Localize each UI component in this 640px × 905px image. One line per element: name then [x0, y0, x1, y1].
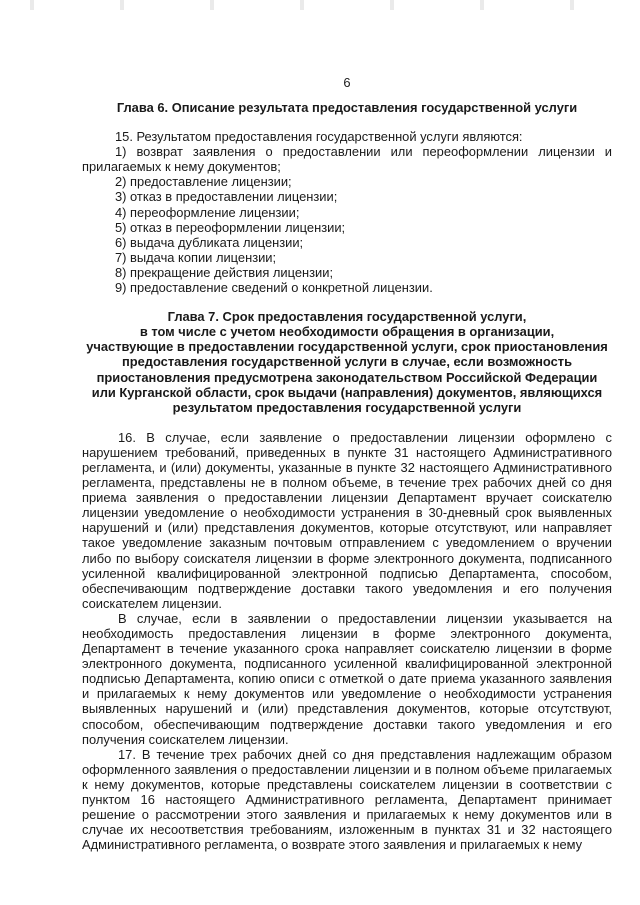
chapter-7-heading-line: приостановления предусмотрена законодательством Российской Федерации [96, 369, 598, 385]
list-item: 7) выдача копии лицензии; [115, 249, 277, 265]
chapter-7-heading-line: участвующие в предоставлении государственной услуги, срок приостановления [86, 339, 608, 355]
scan-artifact-strip [0, 0, 640, 10]
chapter-7-heading-line: предоставления государственной услуги в случае, если возможность [121, 354, 573, 370]
list-item: 4) переоформление лицензии; [115, 204, 300, 220]
paragraph-17: 17. В течение трех рабочих дней со дня представления надлежащим образом оформленного заявления о предоставлении лицензии и в полном объеме прилагаемых к нему документов, которые представлены соискателем лицензии в соответствии с пунктом 16 настоящего Административного регламента, Департамент принимает решение о рассмотрении этого заявления и прилагаемых к нему документов или в случае их несоответствия требованиям, изложенным в пунктах 31 и 32 настоящего Административного регламента, о возврате этого заявления и прилагаемых к нему [82, 746, 612, 853]
chapter-6-heading: Глава 6. Описание результата предоставления государственной услуги [116, 100, 578, 115]
list-item: 9) предоставление сведений о конкретной лицензии. [115, 280, 433, 296]
chapter-7-heading-line: или Курганской области, срок выдачи (направления) документов, являющихся [91, 384, 603, 400]
chapter-7-heading-line: в том числе с учетом необходимости обращения в организации, [139, 324, 555, 340]
paragraph-16: 16. В случае, если заявление о предоставлении лицензии оформлено с нарушением требований, приведенных в пункте 31 настоящего Административного регламента, и (или) документы, указанные в пункте 32 настоящего Административного регламента, представлены не в полном объеме, в течение трех рабочих дней со дня приема заявления о предоставлении лицензии Департамент вручает соискателю лицензии уведомление о необходимости устранения в 30-дневный срок выявленных нарушений и (или) представления документов, которые отсутствуют, или направляет такое уведомление заказным почтовым отправлением с уведомлением о вручении либо по выбору соискателя лицензии в форме электронного документа, подписанного усиленной квалифицированной электронной подписью Департамента, способом, обеспечивающим подтверждение доставки такого уведомления и его получения соискателем лицензии. [82, 429, 612, 611]
chapter-7-heading [82, 309, 612, 415]
list-item: 1) возврат заявления о предоставлении или переоформлении лицензии и прилагаемых к нему документов; [82, 144, 612, 175]
page-number: 6 [343, 75, 351, 90]
list-item: 6) выдача дубликата лицензии; [115, 234, 304, 250]
paragraph-16-continued: В случае, если в заявлении о предоставлении лицензии указывается на необходимость предоставления лицензии в форме электронного документа, Департамент в течение указанного срока направляет соискателю лицензии в форме электронного документа, подписанного усиленной квалифицированной электронной подписью Департамента, копию описи с отметкой о дате приема указанного заявления и прилагаемых к нему документов или уведомление о необходимости устранения выявленных нарушений и (или) представления документов, которые отсутствуют, способом, обеспечивающим подтверждение доставки такого уведомления и его получения соискателем лицензии. [82, 610, 612, 747]
chapter-7-heading-line: Глава 7. Срок предоставления государственной услуги, [167, 309, 527, 325]
list-item: 3) отказ в предоставлении лицензии; [115, 189, 338, 205]
list-item: 8) прекращение действия лицензии; [115, 264, 334, 280]
document-page [82, 20, 612, 852]
list-item: 2) предоставление лицензии; [115, 174, 292, 190]
list-item: 5) отказ в переоформлении лицензии; [115, 219, 346, 235]
paragraph-15-intro: 15. Результатом предоставления государственной услуги являются: [115, 129, 523, 145]
chapter-7-heading-line: результатом предоставления государственной услуги [172, 399, 522, 415]
